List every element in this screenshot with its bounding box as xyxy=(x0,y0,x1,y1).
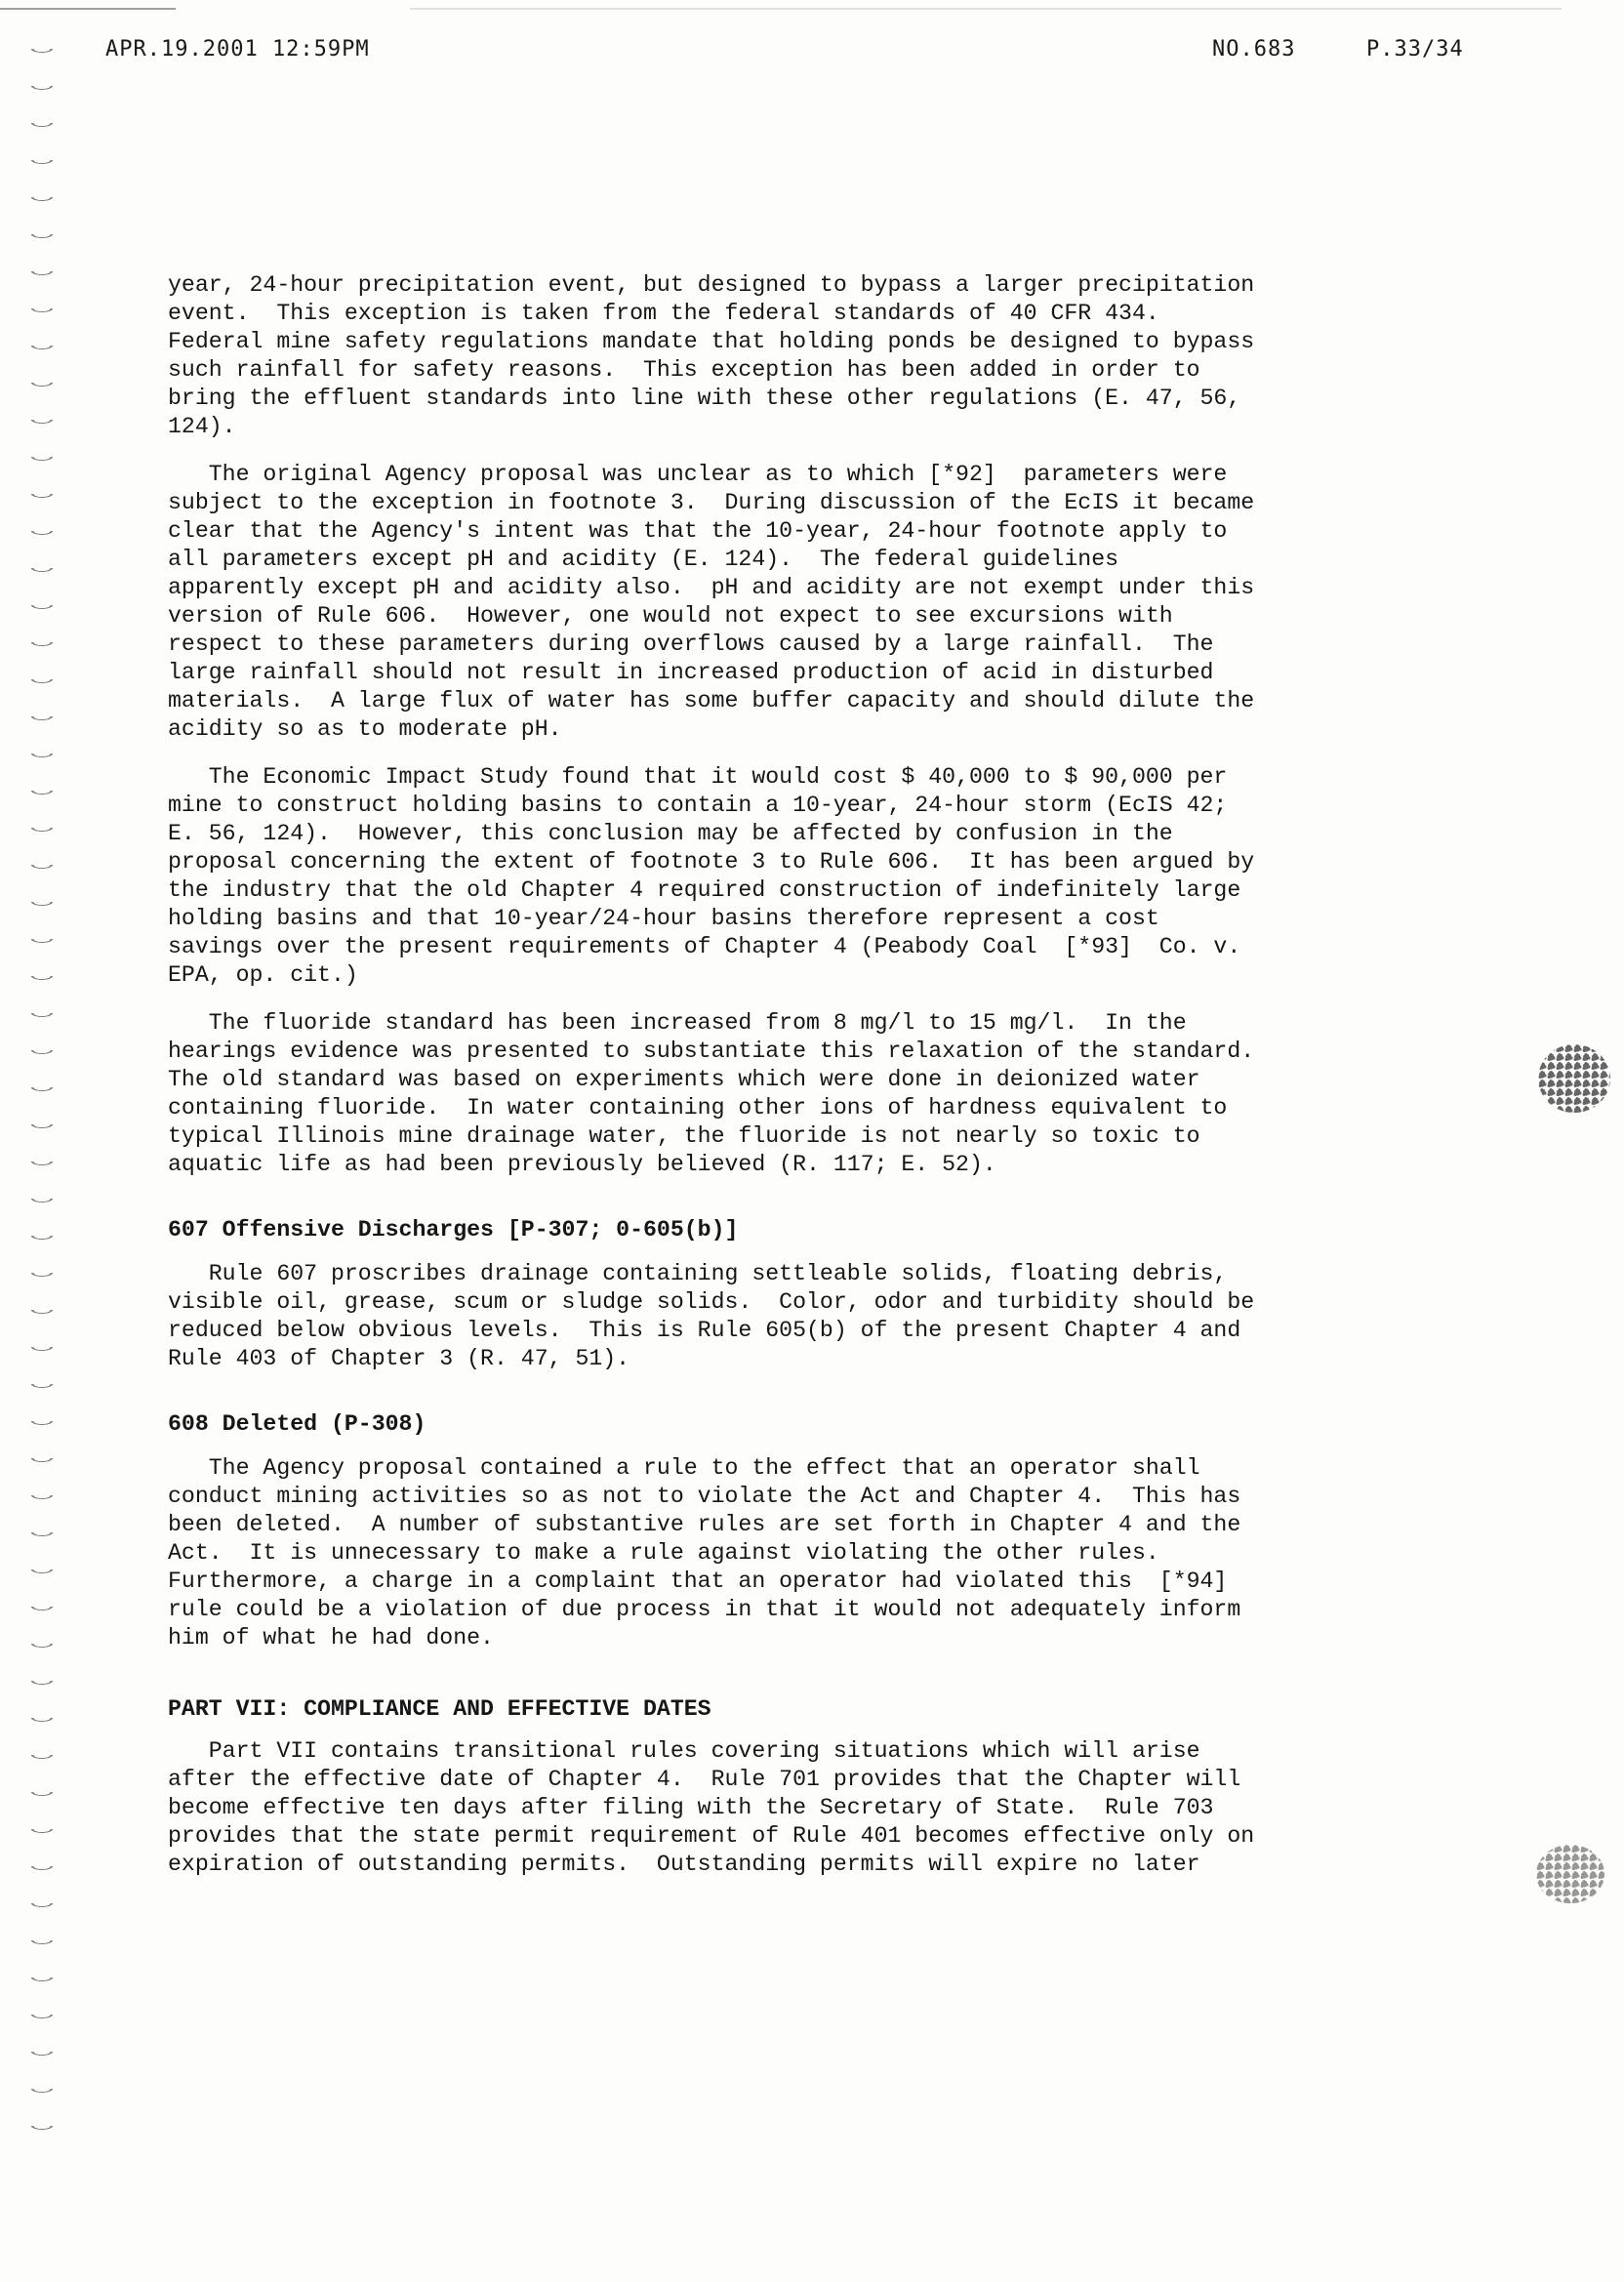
paragraph-footnote-parameters: The original Agency proposal was unclear as to which [*92] parameters were subject to the exception in footnote 3. During discussion of the EcIS it became clear that the Agency's intent was that the 10-year, 24-hour footnote apply to all parameters except pH and acidity (E. 124). The federal guidelines apparently except pH and acidity also. pH and acidity are not exempt under this version of Rule 606. However, one would not expect to see excursions with respect to these parameters during overflows caused by a large rainfall. The large rainfall should not result in increased production of acid in disturbed materials. A large flux of water has some buffer capacity and should dilute the acidity so as to moderate pH. xyxy=(168,462,1255,742)
section-heading-608: 608 Deleted (P-308) xyxy=(168,1411,426,1437)
paragraph-fluoride-standard: The fluoride standard has been increased from 8 mg/l to 15 mg/l. In the hearings evidence was presented to substantiate this relaxation of the standard. The old standard was based on experiments which were done in deionized water containing fluoride. In water containing other ions of hardness equivalent to typical Illinois mine drainage water, the fluoride is not nearly so toxic to aquatic life as had been previously believed (R. 117; E. 52). xyxy=(168,1010,1255,1177)
fax-edge-line xyxy=(0,8,1624,10)
paragraph-rule-607: Rule 607 proscribes drainage containing settleable solids, floating debris, visible oil, grease, scum or sludge solids. Color, odor and turbidity should be reduced below obvious levels. This is Rule 605(b) of the present Chapter 4 and Rule 403 of Chapter 3 (R. 47, 51). xyxy=(168,1261,1255,1371)
scan-smudge xyxy=(1536,1845,1604,1903)
paragraph-part-vii: Part VII contains transitional rules covering situations which will arise after the effective date of Chapter 4. Rule 701 provides that the Chapter will become effective ten days after filing with the Secretary of State. Rule 703 provides that the state permit requirement of Rule 401 becomes effective only on expiration of outstanding permits. Outstanding permits will expire no later xyxy=(168,1738,1255,1877)
document-body xyxy=(168,271,1466,1898)
binding-hole-marks xyxy=(25,49,59,2138)
fax-number: NO.683 xyxy=(1212,37,1296,61)
paragraph-rule-608: The Agency proposal contained a rule to the effect that an operator shall conduct mining activities so as not to violate the Act and Chapter 4. This has been deleted. A number of substantive rules are set forth in Chapter 4 and the Act. It is unnecessary to make a rule against violating the other rules. Furthermore, a charge in a complaint that an operator had violated this [*94] rule could be a violation of due process in that it would not adequately inform him of what he had done. xyxy=(168,1455,1241,1650)
paragraph-precipitation-exception: year, 24-hour precipitation event, but designed to bypass a larger precipitation event. This exception is taken from the federal standards of 40 CFR 434. Federal mine safety regulations mandate that holding ponds be designed to bypass such rainfall for safety reasons. This exception has been added in order to bring the effluent standards into line with these other regulations (E. 47, 56, 124). xyxy=(168,272,1255,439)
fax-date-time: APR.19.2001 12:59PM xyxy=(105,37,370,61)
section-heading-607: 607 Offensive Discharges [P-307; 0-605(b)] xyxy=(168,1217,739,1243)
scan-smudge xyxy=(1538,1044,1610,1113)
paragraph-economic-impact: The Economic Impact Study found that it would cost $ 40,000 to $ 90,000 per mine to construct holding basins to contain a 10-year, 24-hour storm (EcIS 42; E. 56, 124). However, this conclusion may be affected by confusion in the proposal concerning the extent of footnote 3 to Rule 606. It has been argued by the industry that the old Chapter 4 required construction of indefinitely large holding basins and that 10-year/24-hour basins therefore represent a cost savings over the present requirements of Chapter 4 (Peabody Coal [*93] Co. v. EPA, op. cit.) xyxy=(168,764,1255,988)
fax-page-number: P.33/34 xyxy=(1366,37,1464,61)
part-heading-vii: PART VII: COMPLIANCE AND EFFECTIVE DATES xyxy=(168,1696,711,1722)
